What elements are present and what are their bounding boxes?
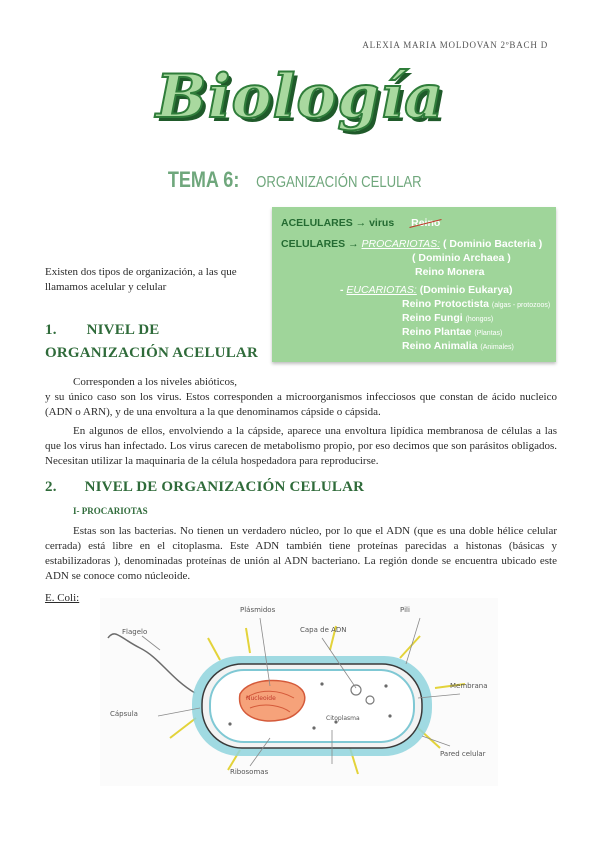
label-capa-adn: Capa de ADN: [300, 626, 347, 634]
celulares-line: [281, 238, 542, 250]
procariotas-subheading: I- PROCARIOTAS: [73, 506, 148, 516]
dominio-bacteria: ( Dominio Bacteria ): [443, 238, 543, 250]
label-citoplasma: Citoplasma: [326, 715, 360, 722]
section1-title-line1: NIVEL DE: [86, 322, 160, 338]
section1-heading-line1: [45, 322, 159, 339]
label-plasmidos: Plásmidos: [240, 606, 276, 614]
dominio-eukarya: (Dominio Eukarya): [419, 284, 513, 296]
section1-paragraph2: En algunos de ellos, envolviendo a la cápside, aparece una envoltura lipídica membranosa de células a las que los virus han infectado. Los virus carecen de metabolismo propio, por eso decimos que son parásitos obligados. Necesitan utilizar la maquinaria de la célula hospedadora para reproducirse.: [45, 425, 557, 467]
acelulares-label: ACELULARES → virus: [281, 217, 395, 229]
classification-box: [272, 207, 556, 362]
celulares-label: CELULARES →: [281, 238, 359, 250]
title-block: [0, 62, 600, 132]
section2-paragraph1: Estas son las bacterias. No tienen un verdadero núcleo, por lo que el ADN (que es una doble hélice celular cerrada) está libre en el citoplasma. Este ADN también tiene proteínas parecidas a histonas (básicas y estabilizadoras ), denominadas proteínas de unión al ADN bacteriano. La región donde se encuentra ubicado este ADN se conoce como núcleoide.: [45, 525, 557, 582]
label-nucleoide: Nucleoide: [246, 695, 276, 702]
reino-protoctista: Reino Protoctista (algas - protozoos): [402, 298, 551, 310]
eucariotas-label: EUCARIOTAS:: [346, 284, 417, 296]
label-membrana: Membrana: [450, 682, 488, 690]
section1-number: 1.: [45, 322, 57, 338]
page-title: Biología: [156, 62, 444, 132]
procariotas-label: PROCARIOTAS:: [361, 238, 441, 250]
reino-animalia: Reino Animalia (Animales): [402, 340, 514, 352]
label-pili: Pili: [400, 606, 410, 614]
label-flagelo: Flagelo: [122, 628, 148, 636]
figure-caption: E. Coli:: [45, 592, 80, 604]
section1-p1-line1: Corresponden a los niveles abióticos,: [73, 376, 238, 388]
label-pared: Pared celular: [440, 750, 486, 758]
section2-title: NIVEL DE ORGANIZACIÓN CELULAR: [84, 479, 365, 495]
reino-plantae: Reino Plantae (Plantas): [402, 326, 503, 338]
eucariotas-line: [340, 284, 513, 296]
ecoli-diagram: [100, 598, 498, 786]
section1-heading-line2: ORGANIZACIÓN ACELULAR: [45, 345, 258, 361]
label-ribosomas: Ribosomas: [230, 768, 269, 776]
reino-fungi: Reino Fungi (hongos): [402, 312, 494, 324]
eucariotas-prefix: -: [340, 284, 347, 296]
dominio-archaea: ( Dominio Archaea ): [412, 252, 511, 264]
section2-heading: [45, 479, 364, 496]
tema-rest: ORGANIZACIÓN CELULAR: [256, 174, 422, 191]
label-capsula: Cápsula: [110, 710, 138, 718]
acelulares-line: [281, 217, 440, 229]
author-header: ALEXIA MARIA MOLDOVAN 2ºBACH D: [362, 40, 548, 50]
intro-paragraph: Existen dos tipos de organización, a las que llamamos acelular y celular: [45, 266, 237, 293]
tema-heading: [0, 167, 600, 193]
section1-p1-line2: y su único caso son los virus. Estos corresponden a microorganismos infecciosos que constan de ácido nucleico (ADN o ARN), y de una envoltura a la que denominamos cápside o cápsida.: [45, 391, 557, 418]
tema-lead: TEMA 6:: [168, 167, 240, 192]
section1-paragraph1: [45, 375, 557, 420]
struck-reino: Reino: [411, 217, 441, 229]
section2-number: 2.: [45, 479, 57, 495]
reino-monera: Reino Monera: [415, 266, 485, 278]
